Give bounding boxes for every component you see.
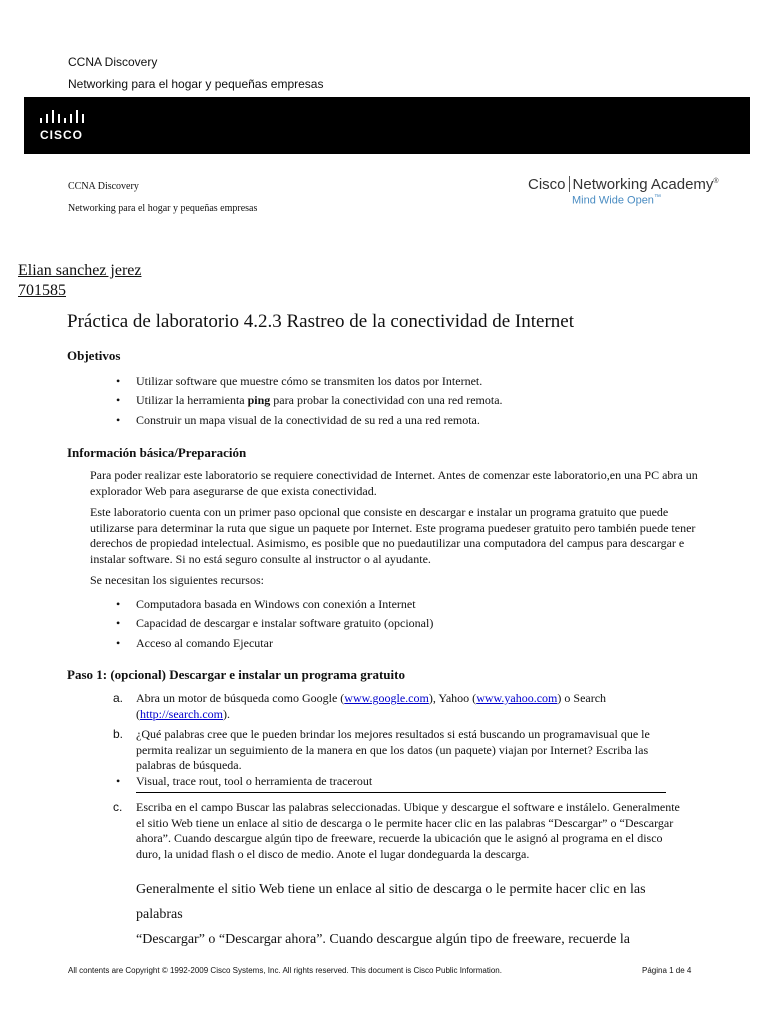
step-b-label: b. (113, 727, 124, 741)
header-course-subtitle: Networking para el hogar y pequeñas empresas (68, 77, 324, 91)
sub-course-subtitle: Networking para el hogar y pequeñas empresas (68, 203, 258, 214)
academy-registered-mark: ® (713, 178, 719, 185)
search-link[interactable]: http://search.com (140, 706, 223, 721)
step-c-answer-line2[interactable]: palabras (136, 907, 183, 922)
info-heading: Información básica/Preparación (67, 445, 247, 460)
footer-page-number: Página 1 de 4 (642, 966, 692, 975)
footer-copyright: All contents are Copyright © 1992-2009 Cisco Systems, Inc. All rights reserved. This document is Cisco Public Information. (68, 966, 502, 975)
info-paragraph-2: Este laboratorio cuenta con un primer paso opcional que consiste en descargar e instalar un programa gratuito que puede utilizarse para determinar la ruta que sigue un paquete por Internet. Este programa puedeser gratuito pero también puede tener derechos de propiedad intelectual. Asimismo, es posible que no puedautilizar una computadora del campus para descargar e instalar software. Si no está seguro consulte al instructor o al ayudante. (90, 505, 696, 566)
step-b-answer: • Visual, trace rout, tool o herramienta de tracerout (116, 774, 373, 788)
answer-line (136, 792, 666, 793)
info-paragraph-1: Para poder realizar este laboratorio se requiere conectividad de Internet. Antes de comenzar este laboratorio,en una PC abra un explorador Web para asegurarse de que exista conectividad. (90, 468, 698, 498)
lab-title: Práctica de laboratorio 4.2.3 Rastreo de la conectividad de Internet (67, 311, 574, 332)
student-id: 701585 (18, 282, 66, 299)
step-b: b. ¿Qué palabras cree que le pueden brindar los mejores resultados si está buscando un programavisual que le permita realizar un seguimiento de la manera en que los datos (un paquete) viajan por Internet? Escriba las palabras de búsqueda. (113, 727, 650, 772)
step-a: a. Abra un motor de búsqueda como Google (www.google.com), Yahoo (www.yahoo.com) o Search (http://search.com). (113, 691, 607, 721)
step-a-label: a. (113, 691, 124, 705)
networking-academy-logo (528, 176, 719, 207)
objetivo-item: • Construir un mapa visual de la conectividad de su red a una red remota. (116, 413, 480, 427)
step-c-answer-line1[interactable]: Generalmente el sitio Web tiene un enlace al sitio de descarga o le permite hacer clic en las (136, 882, 646, 897)
sub-course-title: CCNA Discovery (68, 181, 139, 192)
resource-item: • Acceso al comando Ejecutar (116, 636, 273, 650)
academy-name: Networking Academy (572, 176, 714, 193)
student-name: Elian sanchez jerez (18, 262, 142, 279)
yahoo-link[interactable]: www.yahoo.com (476, 691, 558, 705)
academy-tagline: Mind Wide Open (572, 194, 654, 207)
objetivo-item: • Utilizar software que muestre cómo se transmiten los datos por Internet. (116, 374, 483, 388)
step-c-label: c. (113, 800, 123, 814)
objetivos-heading: Objetivos (67, 348, 121, 363)
resource-item: • Capacidad de descargar e instalar software gratuito (opcional) (116, 616, 434, 630)
banner-brand-text: CISCO (40, 128, 84, 142)
header-course-title: CCNA Discovery (68, 55, 158, 69)
academy-trademark: ™ (653, 194, 661, 201)
step-c: c. Escriba en el campo Buscar las palabras seleccionadas. Ubique y descargue el software e instálelo. Generalmente el sitio Web tiene un enlace al sitio de descarga o le permite hacer clic en las palabras “Descargar” o “Descargar ahora”. Cuando descargue algún tipo de freeware, recuerde la ubicación que le asignó al programa en el disco duro, la unidad flash o el disco de medio. Anote el lugar dondeguarda la descarga. (113, 800, 680, 861)
cisco-logo-icon (38, 109, 98, 143)
academy-cisco-word: Cisco (528, 176, 566, 193)
resource-item: • Computadora basada en Windows con conexión a Internet (116, 597, 416, 611)
cisco-banner (24, 97, 750, 154)
objetivo-item: • Utilizar la herramienta ping para probar la conectividad con una red remota. (116, 393, 503, 407)
info-paragraph-3: Se necesitan los siguientes recursos: (90, 573, 264, 587)
google-link[interactable]: www.google.com (344, 691, 429, 705)
paso1-heading: Paso 1: (opcional) Descargar e instalar un programa gratuito (67, 667, 405, 682)
step-c-answer-line3[interactable]: “Descargar” o “Descargar ahora”. Cuando descargue algún tipo de freeware, recuerde la (136, 932, 631, 947)
